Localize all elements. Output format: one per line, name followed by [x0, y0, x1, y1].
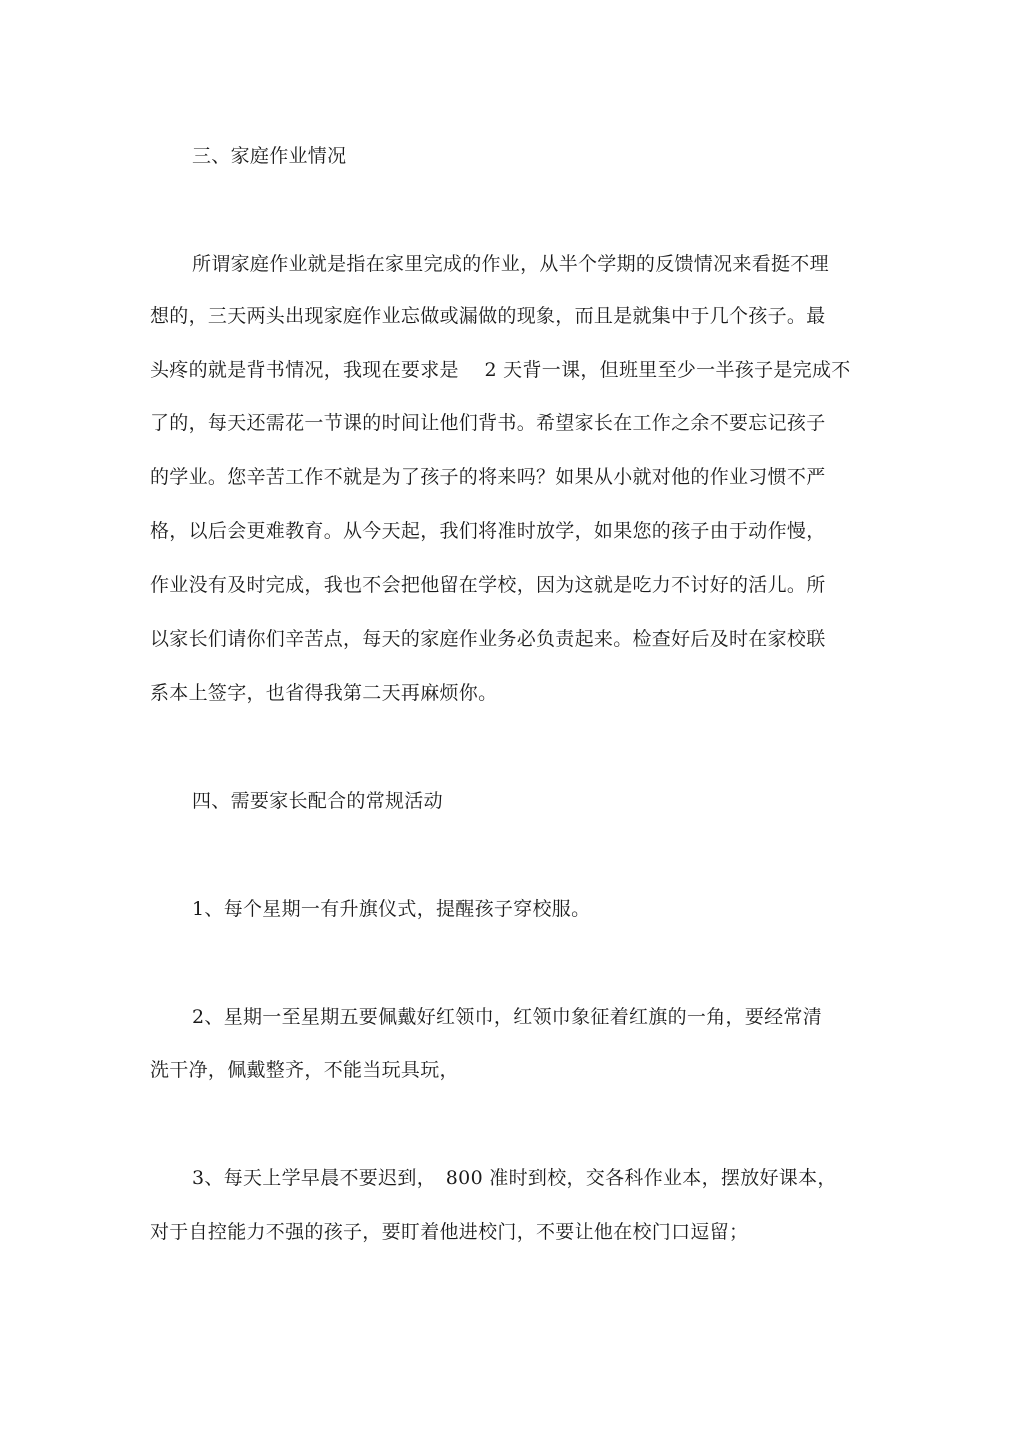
- paragraph-line: 所谓家庭作业就是指在家里完成的作业，从半个学期的反馈情况来看挺不理: [192, 253, 829, 275]
- paragraph-line: 以家长们请你们辛苦点，每天的家庭作业务必负责起来。检查好后及时在家校联: [150, 628, 826, 650]
- paragraph-line: 格，以后会更难教育。从今天起，我们将准时放学，如果您的孩子由于动作慢，: [150, 520, 826, 542]
- section-heading-homework: 三、家庭作业情况: [192, 145, 347, 167]
- list-item-continuation: 洗干净，佩戴整齐，不能当玩具玩，: [150, 1059, 459, 1081]
- list-item-continuation: 对于自控能力不强的孩子，要盯着他进校门，不要让他在校门口逗留；: [150, 1221, 749, 1243]
- list-item: 2、星期一至星期五要佩戴好红领巾，红领巾象征着红旗的一角，要经常清: [192, 1006, 822, 1028]
- paragraph-line: 作业没有及时完成，我也不会把他留在学校，因为这就是吃力不讨好的活儿。所: [150, 574, 826, 596]
- paragraph-line: 头疼的就是背书情况，我现在要求是 2 天背一课，但班里至少一半孩子是完成不: [150, 359, 851, 381]
- paragraph-line: 的学业。您辛苦工作不就是为了孩子的将来吗？如果从小就对他的作业习惯不严: [150, 466, 826, 488]
- paragraph-line: 了的，每天还需花一节课的时间让他们背书。希望家长在工作之余不要忘记孩子: [150, 412, 826, 434]
- list-item: 1、每个星期一有升旗仪式，提醒孩子穿校服。: [192, 898, 591, 920]
- paragraph-line: 想的，三天两头出现家庭作业忘做或漏做的现象，而且是就集中于几个孩子。最: [150, 305, 826, 327]
- list-item: 3、每天上学早晨不要迟到， 800 准时到校，交各科作业本，摆放好课本，: [192, 1167, 837, 1189]
- paragraph-line: 系本上签字，也省得我第二天再麻烦你。: [150, 682, 498, 704]
- section-heading-parent-activities: 四、需要家长配合的常规活动: [192, 790, 443, 812]
